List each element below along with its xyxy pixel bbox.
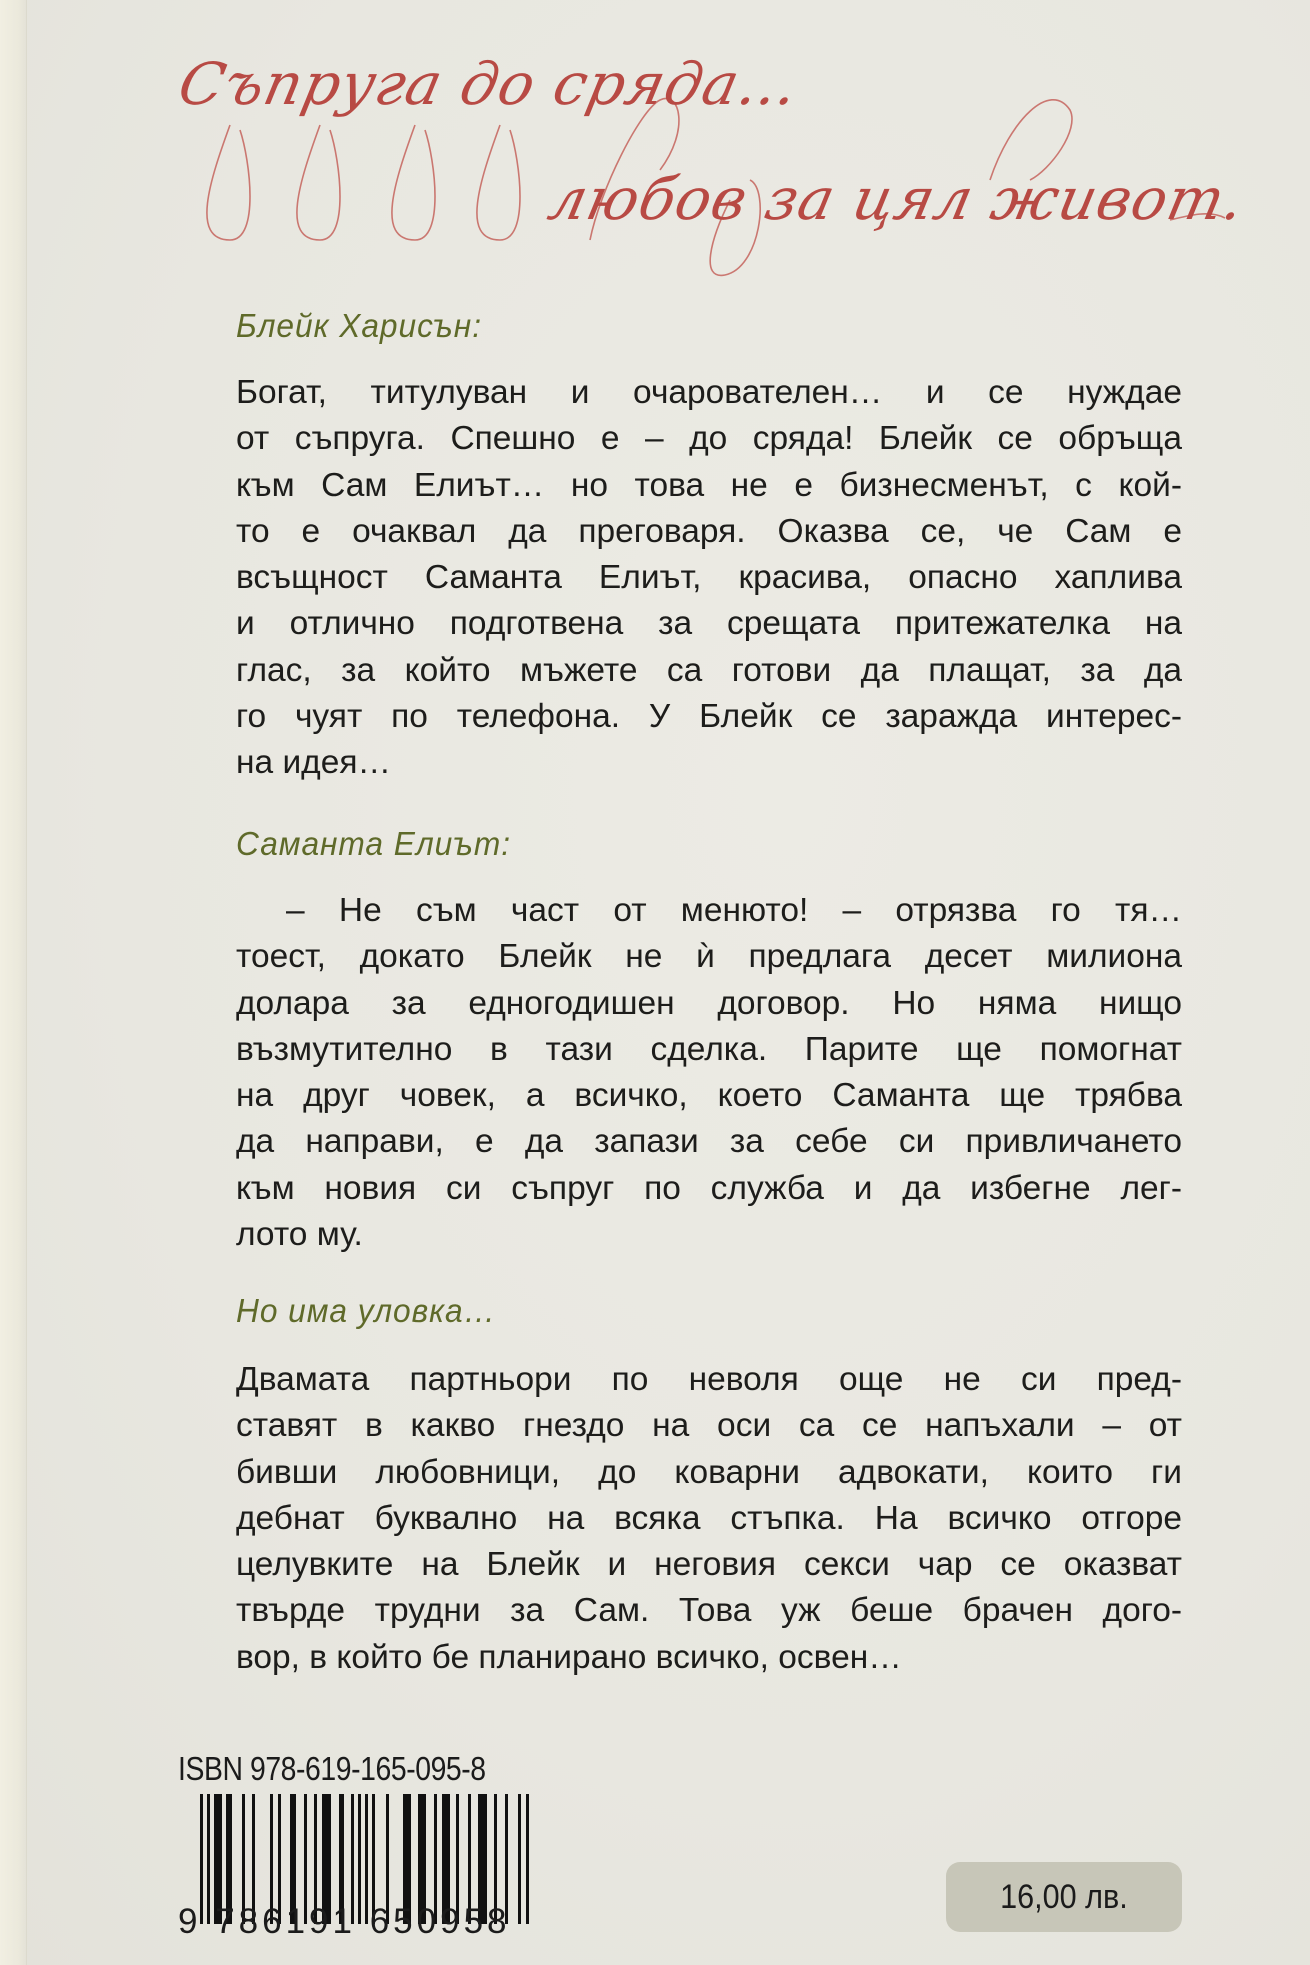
text-line: ставят в какво гнездо на оси са се напъхали – от (236, 1407, 1182, 1445)
text-line: на друг човек, а всичко, което Саманта ще трябва (236, 1077, 1182, 1115)
text-line: долара за едногодишен договор. Но няма нищо (236, 984, 1182, 1022)
price-label: 16,00 лв. (1000, 1877, 1128, 1916)
barcode-digits: 9 786191 650958 (178, 1902, 511, 1941)
section-paragraph (236, 888, 1182, 1258)
text-line: от съпруга. Спешно е – до сряда! Блейк се обръща (236, 420, 1182, 458)
tagline-line-2: любов за цял живот. (542, 165, 1252, 233)
section-heading: Но има уловка… (236, 1292, 497, 1329)
text-line: вор, в който бе планирано всичко, освен… (236, 1638, 902, 1676)
text-line: – Не съм част от менюто! – отрязва го тя… (286, 892, 1182, 929)
text-line: лото му. (236, 1216, 363, 1254)
text-line: бивши любовници, до коварни адвокати, които ги (236, 1453, 1182, 1491)
text-line: тоест, докато Блейк не ѝ предлага десет милиона (236, 938, 1182, 976)
tagline-line-1: Съпруга до сряда… (172, 50, 806, 118)
text-line: към Сам Елиът… но това не е бизнесменът, с кой- (236, 466, 1182, 504)
text-line: да направи, е да запази за себе си привличането (236, 1123, 1182, 1161)
section-paragraph (236, 370, 1182, 787)
section-heading: Блейк Харисън: (236, 307, 482, 344)
isbn-label: ISBN 978-619-165-095-8 (178, 1750, 486, 1787)
text-line: глас, за който мъжете са готови да плащат, за да (236, 651, 1182, 689)
text-line: Богат, титулуван и очарователен… и се нуждае (236, 374, 1182, 411)
text-line: към новия си съпруг по служба и да избегне лег- (236, 1169, 1182, 1207)
text-line: Двамата партньори по неволя още не си пред- (236, 1361, 1182, 1398)
text-line: на идея… (236, 744, 391, 782)
text-line: всъщност Саманта Елиът, красива, опасно хаплива (236, 559, 1182, 597)
text-line: твърде трудни за Сам. Това уж беше брачен дого- (236, 1592, 1182, 1630)
isbn-block (178, 1750, 548, 1950)
price-tag (946, 1862, 1182, 1932)
text-line: целувките на Блейк и неговия секси чар се оказват (236, 1546, 1182, 1584)
text-line: и отлично подготвена за срещата притежателка на (236, 605, 1182, 643)
text-line: то е очаквал да преговаря. Оказва се, че Сам е (236, 512, 1182, 550)
section-paragraph (236, 1357, 1182, 1681)
text-line: го чуят по телефона. У Блейк се заражда интерес- (236, 698, 1182, 736)
text-line: дебнат буквално на всяка стъпка. На всичко отгоре (236, 1499, 1182, 1537)
section-heading: Саманта Елиът: (236, 825, 512, 862)
text-line: възмутително в тази сделка. Парите ще помогнат (236, 1030, 1182, 1068)
tagline (170, 40, 1252, 280)
spine-edge (0, 0, 27, 1965)
